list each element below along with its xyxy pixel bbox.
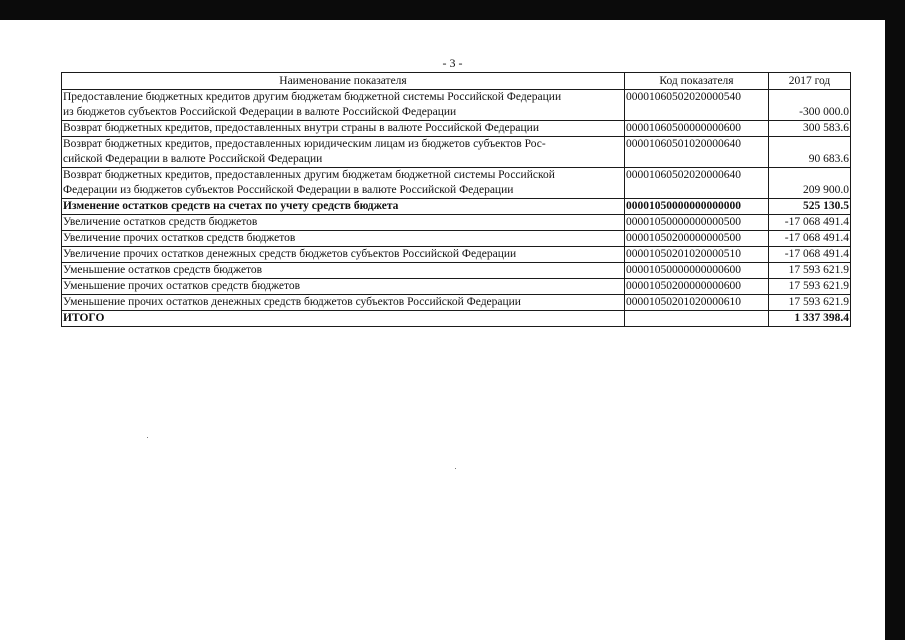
row-indicator-code: 00001050000000000500 bbox=[625, 215, 769, 231]
row-indicator-name-line: из бюджетов субъектов Российской Федерации в валюте Российской Федерации bbox=[63, 106, 457, 118]
table-row bbox=[62, 247, 851, 263]
row-indicator-name-line: ИТОГО bbox=[63, 312, 105, 324]
row-value-2017: 90 683.6 bbox=[769, 137, 851, 168]
table-row bbox=[62, 137, 851, 168]
row-value-2017: -17 068 491.4 bbox=[769, 247, 851, 263]
row-indicator-name bbox=[62, 279, 625, 295]
row-indicator-name-line: сийской Федерации в валюте Российской Федерации bbox=[63, 153, 323, 165]
row-value-2017: 525 130.5 bbox=[769, 199, 851, 215]
row-indicator-code: 00001060501020000640 bbox=[625, 137, 769, 168]
row-indicator-name-line: Возврат бюджетных кредитов, предоставленных внутри страны в валюте Российской Федерации bbox=[63, 122, 539, 134]
row-indicator-code: 00001060502020000540 bbox=[625, 90, 769, 121]
table-row bbox=[62, 215, 851, 231]
row-indicator-name-line: Уменьшение прочих остатков средств бюджетов bbox=[63, 280, 301, 292]
budget-table bbox=[61, 72, 851, 327]
row-indicator-name-line: Уменьшение остатков средств бюджетов bbox=[63, 264, 263, 276]
scan-top-border bbox=[0, 0, 905, 20]
table-row bbox=[62, 311, 851, 327]
row-indicator-name bbox=[62, 231, 625, 247]
header-indicator-name: Наименование показателя bbox=[62, 73, 625, 90]
row-indicator-name-line: Увеличение прочих остатков средств бюджетов bbox=[63, 232, 296, 244]
row-indicator-name-line: Возврат бюджетных кредитов, предоставленных юридическим лицам из бюджетов субъектов Рос- bbox=[63, 138, 546, 150]
row-indicator-name-line: Увеличение остатков средств бюджетов bbox=[63, 216, 258, 228]
row-indicator-name bbox=[62, 215, 625, 231]
scan-speck bbox=[455, 468, 456, 469]
row-value-2017: -17 068 491.4 bbox=[769, 231, 851, 247]
row-indicator-name bbox=[62, 199, 625, 215]
row-indicator-name-line: Изменение остатков средств на счетах по учету средств бюджета bbox=[63, 200, 399, 212]
table-row bbox=[62, 121, 851, 137]
row-indicator-name bbox=[62, 137, 625, 168]
row-value-2017: 209 900.0 bbox=[769, 168, 851, 199]
row-indicator-name bbox=[62, 247, 625, 263]
table-row bbox=[62, 90, 851, 121]
header-indicator-code: Код показателя bbox=[625, 73, 769, 90]
table-row bbox=[62, 295, 851, 311]
row-indicator-code: 00001060502020000640 bbox=[625, 168, 769, 199]
row-indicator-code: 00001050000000000600 bbox=[625, 263, 769, 279]
row-indicator-name bbox=[62, 263, 625, 279]
row-indicator-name-line: Увеличение прочих остатков денежных средств бюджетов субъектов Российской Федерации bbox=[63, 248, 517, 260]
table-header-row bbox=[62, 73, 851, 90]
row-value-2017: -17 068 491.4 bbox=[769, 215, 851, 231]
row-indicator-code: 00001050200000000500 bbox=[625, 231, 769, 247]
row-indicator-code: 00001060500000000600 bbox=[625, 121, 769, 137]
scan-right-border bbox=[885, 16, 905, 640]
row-indicator-name-line: Предоставление бюджетных кредитов другим бюджетам бюджетной системы Российской Федерации bbox=[63, 91, 562, 103]
page-number: - 3 - bbox=[442, 56, 463, 70]
table-row bbox=[62, 279, 851, 295]
row-indicator-name bbox=[62, 295, 625, 311]
table-body bbox=[62, 90, 851, 327]
table-row bbox=[62, 199, 851, 215]
row-indicator-name bbox=[62, 90, 625, 121]
row-value-2017: 17 593 621.9 bbox=[769, 279, 851, 295]
row-indicator-code: 00001050201020000510 bbox=[625, 247, 769, 263]
row-value-2017: 17 593 621.9 bbox=[769, 295, 851, 311]
row-indicator-code: 00001050000000000000 bbox=[625, 199, 769, 215]
table-row bbox=[62, 231, 851, 247]
row-value-2017: 1 337 398.4 bbox=[769, 311, 851, 327]
row-indicator-name bbox=[62, 168, 625, 199]
scan-speck bbox=[147, 437, 148, 438]
row-indicator-code: 00001050201020000610 bbox=[625, 295, 769, 311]
table-row bbox=[62, 263, 851, 279]
row-indicator-name-line: Федерации из бюджетов субъектов Российской Федерации в валюте Российской Федерации bbox=[63, 184, 514, 196]
row-indicator-name bbox=[62, 121, 625, 137]
header-year-2017: 2017 год bbox=[769, 73, 851, 90]
row-indicator-name-line: Уменьшение прочих остатков денежных средств бюджетов субъектов Российской Федерации bbox=[63, 296, 521, 308]
row-value-2017: 17 593 621.9 bbox=[769, 263, 851, 279]
table-row bbox=[62, 168, 851, 199]
row-indicator-code bbox=[625, 311, 769, 327]
row-indicator-name bbox=[62, 311, 625, 327]
row-indicator-name-line: Возврат бюджетных кредитов, предоставленных другим бюджетам бюджетной системы Российской bbox=[63, 169, 555, 181]
row-value-2017: 300 583.6 bbox=[769, 121, 851, 137]
row-indicator-code: 00001050200000000600 bbox=[625, 279, 769, 295]
row-value-2017: -300 000.0 bbox=[769, 90, 851, 121]
